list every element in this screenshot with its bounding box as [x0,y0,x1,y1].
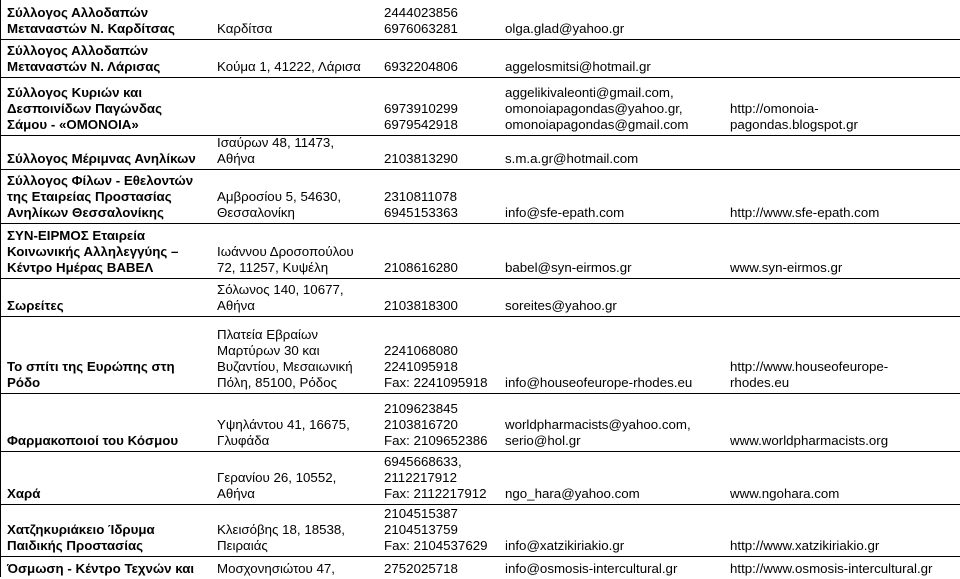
address-cell-line: Υψηλάντου 41, 16675, [217,417,350,432]
address-cell [217,0,377,37]
table-row [0,136,960,170]
phone-cell [384,136,502,167]
name-cell-line: Σύλλογος Φίλων - Εθελοντών [7,173,194,188]
website-cell [730,317,960,391]
name-cell-line: Σύλλογος Αλλοδαπών [7,43,149,58]
phone-cell-line: 2444023856 [384,5,458,20]
phone-cell [384,557,502,577]
address-cell [217,170,377,221]
address-cell-line: Αθήνα [217,486,255,501]
phone-cell-line: 6945153363 [384,205,458,220]
phone-cell-line: 6976063281 [384,21,458,36]
table-row [0,40,960,78]
name-cell [7,505,207,554]
phone-cell [384,40,502,75]
phone-cell-line: 2108616280 [384,260,458,275]
name-cell-line: Μεταναστών Ν. Καρδίτσας [7,21,175,36]
email-cell [505,557,725,577]
name-cell [7,136,207,167]
address-cell [217,317,377,391]
phone-cell [384,317,502,391]
email-cell [505,170,725,221]
name-cell-line: Μεταναστών Ν. Λάρισας [7,59,161,74]
phone-cell-line: 2103813290 [384,151,458,166]
table-row [0,505,960,557]
name-cell [7,170,207,221]
table-row [0,317,960,394]
website-cell [730,136,960,167]
phone-cell-line: 2752025718 [384,561,458,576]
name-cell [7,452,207,502]
name-cell-line: Ρόδο [7,375,41,390]
address-cell-line: 72, 11257, Κυψέλη [217,260,329,275]
address-cell-line: Αμβροσίου 5, 54630, [217,189,342,204]
email-cell [505,452,725,502]
address-cell-line: Κούμα 1, 41222, Λάρισα [217,59,361,74]
website-cell-line: http://www.xatzikiriakio.gr [730,538,880,553]
name-cell-line: της Εταιρείας Προστασίας [7,189,172,204]
email-cell [505,136,725,167]
name-cell-line: Σύλλογος Μέριμνας Ανηλίκων [7,151,196,166]
table-row [0,170,960,224]
email-cell [505,505,725,554]
website-cell [730,170,960,221]
website-cell [730,224,960,276]
email-cell-line: info@xatzikiriakio.gr [505,538,625,553]
email-cell [505,0,725,37]
phone-cell-line: 2103818300 [384,298,458,313]
email-cell [505,40,725,75]
phone-cell-line: Fax: 2241095918 [384,375,488,390]
address-cell [217,505,377,554]
phone-cell-line: Fax: 2109652386 [384,433,488,448]
website-cell [730,557,960,577]
name-cell [7,279,207,314]
address-cell-line: Αθήνα [217,298,255,313]
email-cell-line: aggelikivaleonti@gmail.com, [505,85,674,100]
website-cell-line: http://www.osmosis-intercultural.gr [730,561,933,576]
website-cell [730,279,960,314]
phone-cell [384,78,502,133]
name-cell [7,557,207,577]
address-cell-line: Μαρτύρων 30 και [217,343,320,358]
website-cell-line [730,21,960,37]
phone-cell-line: 2109623845 [384,401,458,416]
phone-cell-line: 2241068080 [384,343,458,358]
address-cell-line: Θεσσαλονίκη [217,205,295,220]
phone-cell-line: Fax: 2104537629 [384,538,488,553]
name-cell-line: Παιδικής Προστασίας [7,538,144,553]
website-cell-line: http://www.sfe-epath.com [730,205,880,220]
website-cell-line [730,298,960,314]
email-cell-line: worldpharmacists@yahoo.com, [505,417,691,432]
name-cell [7,40,207,75]
email-cell-line: info@osmosis-intercultural.gr [505,561,678,576]
table-row [0,279,960,317]
phone-cell-line: Fax: 2112217912 [384,486,487,501]
email-cell [505,224,725,276]
address-cell [217,224,377,276]
email-cell-line: info@sfe-epath.com [505,205,625,220]
name-cell-line: Φαρμακοποιοί του Κόσμου [7,433,179,448]
name-cell-line: Ανηλίκων Θεσσαλονίκης [7,205,164,220]
website-cell-line: www.syn-eirmos.gr [730,260,843,275]
address-cell [217,452,377,502]
address-cell [217,557,377,577]
website-cell [730,394,960,449]
address-cell [217,279,377,314]
name-cell [7,224,207,276]
phone-cell [384,170,502,221]
website-cell-line: http://omonoia- [730,101,819,116]
name-cell-line: Κέντρο Ημέρας ΒΑΒΕΛ [7,260,154,275]
table-left-border [0,0,1,577]
address-cell-line: Ιωάννου Δροσοπούλου [217,244,354,259]
name-cell-line: Σάμου - «ΟΜΟΝΟΙΑ» [7,117,139,132]
address-cell [217,78,377,133]
name-cell-line: Κοινωνικής Αλληλεγγύης – [7,244,179,259]
address-cell-line: Κλεισόβης 18, 18538, [217,522,345,537]
name-cell-line: Χαρά [7,486,41,501]
address-cell-line: Σόλωνος 140, 10677, [217,282,344,297]
phone-cell-line: 6973910299 [384,101,458,116]
phone-cell-line: 2104513759 [384,522,458,537]
phone-cell-line: 6979542918 [384,117,458,132]
email-cell [505,279,725,314]
address-cell-line: Πλατεία Εβραίων [217,327,319,342]
address-cell [217,40,377,75]
website-cell-line: http://www.houseofeurope- [730,359,889,374]
name-cell-line: Σύλλογος Αλλοδαπών [7,5,149,20]
email-cell-line: aggelosmitsi@hotmail.gr [505,59,651,74]
phone-cell-line: 6932204806 [384,59,458,74]
name-cell [7,0,207,37]
phone-cell [384,505,502,554]
name-cell-line: Όσμωση - Κέντρο Τεχνών και [7,561,195,576]
address-cell-line [217,117,377,133]
phone-cell-line: 6945668633, [384,454,462,469]
phone-cell [384,394,502,449]
name-cell-line: Το σπίτι της Ευρώπης στη [7,359,175,374]
website-cell [730,78,960,133]
email-cell-line: omonoiapagondas@yahoo.gr, [505,101,683,116]
email-cell-line: soreites@yahoo.gr [505,298,617,313]
address-cell-line: Πόλη, 85100, Ρόδος [217,375,338,390]
website-cell-line [730,151,960,167]
website-cell-line: www.worldpharmacists.org [730,433,889,448]
website-cell [730,40,960,75]
address-cell-line: Γερανίου 26, 10552, [217,470,337,485]
website-cell [730,0,960,37]
email-cell [505,78,725,133]
website-cell-line: pagondas.blogspot.gr [730,117,858,132]
email-cell-line: ngo_hara@yahoo.com [505,486,640,501]
address-cell-line: Βυζαντίου, Μεσαιωνική [217,359,353,374]
table-row [0,0,960,40]
phone-cell [384,452,502,502]
table-row [0,224,960,279]
phone-cell [384,0,502,37]
name-cell [7,78,207,133]
website-cell [730,452,960,502]
phone-cell-line: 2103816720 [384,417,458,432]
website-cell [730,505,960,554]
name-cell-line: ΣΥΝ-ΕΙΡΜΟΣ Εταιρεία [7,228,146,243]
phone-cell-line: 2241095918 [384,359,458,374]
name-cell-line: Χατζηκυριάκειο Ίδρυμα [7,522,155,537]
name-cell [7,394,207,449]
email-cell-line: s.m.a.gr@hotmail.com [505,151,639,166]
name-cell-line: Σύλλογος Κυριών και [7,85,143,100]
website-cell-line [730,59,960,75]
website-cell-line: www.ngohara.com [730,486,840,501]
email-cell-line: info@houseofeurope-rhodes.eu [505,375,693,390]
table-row [0,78,960,136]
address-cell-line: Μοσχονησιώτου 47, [217,561,336,576]
phone-cell [384,224,502,276]
address-cell-line: Καρδίτσα [217,21,273,36]
email-cell [505,317,725,391]
phone-cell-line: 2104515387 [384,506,458,521]
email-cell-line: omonoiapagondas@gmail.com [505,117,689,132]
table-row [0,394,960,452]
address-cell [217,394,377,449]
website-cell-line: rhodes.eu [730,375,790,390]
address-cell-line: Πειραιάς [217,538,268,553]
phone-cell-line: 2310811078 [384,189,457,204]
email-cell-line: serio@hol.gr [505,433,581,448]
address-cell-line: Ισαύρων 48, 11473, [217,135,335,150]
name-cell [7,317,207,391]
name-cell-line: Σωρείτες [7,298,64,313]
email-cell [505,394,725,449]
email-cell-line: babel@syn-eirmos.gr [505,260,632,275]
address-cell-line: Αθήνα [217,151,255,166]
table-row [0,557,960,579]
address-cell [217,136,377,167]
name-cell-line: Δεσποινίδων Παγώνδας [7,101,163,116]
phone-cell [384,279,502,314]
email-cell-line: olga.glad@yahoo.gr [505,21,625,36]
phone-cell-line: 2112217912 [384,470,457,485]
address-cell-line: Γλυφάδα [217,433,270,448]
table-row [0,452,960,505]
